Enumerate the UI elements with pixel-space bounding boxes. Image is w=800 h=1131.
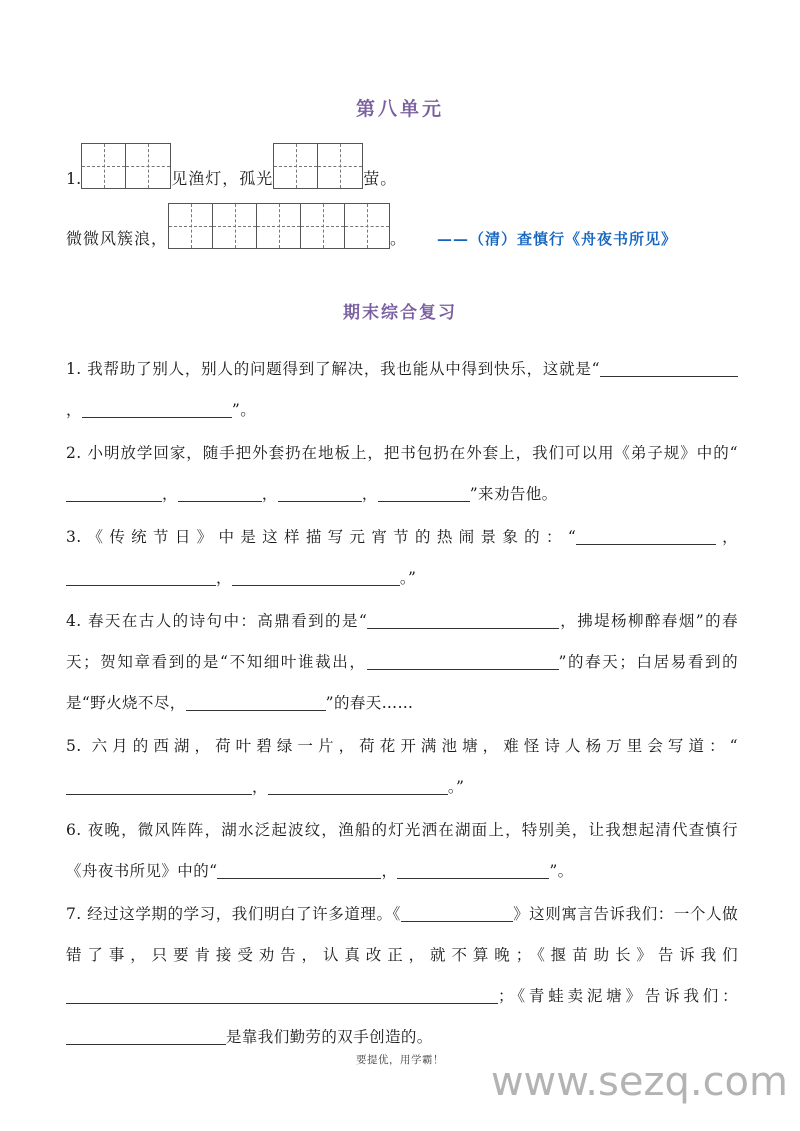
tianzige-cell[interactable]	[169, 204, 213, 248]
question-text: 》这则寓言告诉我们：一个人做错了事，只要肯接受劝告，认真改正，就不算晚；《揠苗助长》告诉我们	[66, 905, 738, 965]
tianzige-cell[interactable]	[213, 204, 257, 248]
poem-item-number: 1.	[66, 168, 82, 188]
question-q5	[66, 726, 738, 808]
question-text: 是靠我们勤劳的双手创造的。	[226, 1028, 433, 1047]
question-text: ”的春天；白居易看到的是“野火烧不尽，	[66, 653, 738, 713]
question-text: ；《青蛙卖泥塘》告诉我们：	[498, 987, 738, 1006]
tianzige-cell[interactable]	[257, 204, 301, 248]
site-watermark: www.sezq.com	[490, 1059, 788, 1105]
question-q3	[66, 517, 738, 599]
question-q4	[66, 601, 738, 724]
answer-blank[interactable]	[378, 486, 470, 502]
question-q6	[66, 810, 738, 892]
section-title: 期末综合复习	[343, 302, 457, 323]
question-text: ，	[216, 569, 232, 588]
answer-blank[interactable]	[66, 779, 252, 795]
tianzige-cell[interactable]	[318, 144, 362, 188]
answer-blank[interactable]	[232, 570, 400, 586]
question-q7	[66, 894, 738, 1058]
answer-blank[interactable]	[66, 570, 216, 586]
tianzige-cell[interactable]	[82, 144, 126, 188]
answer-blank[interactable]	[66, 988, 498, 1004]
questions-list	[0, 349, 800, 1058]
question-text: ”的春天……	[325, 694, 414, 713]
answer-blank[interactable]	[178, 486, 262, 502]
question-text: ，	[381, 862, 398, 881]
answer-blank[interactable]	[82, 402, 232, 418]
question-text: ，	[162, 485, 178, 504]
answer-blank[interactable]	[186, 695, 326, 711]
question-text: 7. 经过这学期的学习，我们明白了许多道理。《	[66, 905, 401, 924]
poem-line1-mid-text: 见渔灯，孤光	[171, 168, 274, 188]
tianzige-grid-1[interactable]	[81, 143, 171, 189]
answer-blank[interactable]	[367, 613, 559, 629]
question-text: ”。	[549, 862, 574, 881]
question-text: 。”	[399, 569, 417, 588]
answer-blank[interactable]	[576, 529, 716, 545]
question-text: ，	[66, 401, 82, 420]
tianzige-grid-2[interactable]	[273, 143, 363, 189]
answer-blank[interactable]	[66, 486, 162, 502]
tianzige-grid-3[interactable]	[168, 203, 390, 249]
answer-blank[interactable]	[278, 486, 362, 502]
question-text: 4. 春天在古人的诗句中：高鼎看到的是“	[66, 612, 368, 631]
question-q2	[66, 433, 738, 515]
poem-line1-end-text: 萤。	[363, 168, 398, 188]
question-text: 1. 我帮助了别人，别人的问题得到了解决，我也能从中得到快乐，这就是“	[66, 360, 600, 379]
poem-block	[0, 143, 800, 249]
question-text: 6. 夜晚，微风阵阵，湖水泛起波纹，渔船的灯光洒在湖面上，特别美，让我想起清代查慎行《舟夜书所见》中的“	[66, 821, 738, 881]
question-text: ，	[261, 485, 278, 504]
question-text: 3.《传统节日》中是这样描写元宵节的热闹景象的：“	[66, 528, 577, 547]
question-q1	[66, 349, 738, 431]
question-text: ”。	[231, 401, 257, 420]
question-text: ”来劝告他。	[469, 485, 558, 504]
answer-blank[interactable]	[397, 863, 549, 879]
question-text: ，拂堤杨柳醉春烟”的春天；贺知章看到的是“不知细叶谁裁出，	[66, 612, 738, 672]
question-text: 2. 小明放学回家，随手把外套扔在地板上，把书包扔在外套上，我们可以用《弟子规》中的“	[66, 444, 738, 463]
question-text: ，	[361, 485, 378, 504]
answer-blank[interactable]	[217, 863, 381, 879]
poem-attribution: ——（清）查慎行《舟夜书所见》	[437, 229, 678, 248]
tianzige-cell[interactable]	[126, 144, 170, 188]
question-text: ，	[716, 528, 739, 547]
tianzige-cell[interactable]	[345, 204, 389, 248]
poem-line-1	[66, 143, 760, 189]
poem-line2-end-text: 。	[390, 228, 408, 248]
answer-blank[interactable]	[367, 654, 559, 670]
answer-blank[interactable]	[66, 1029, 226, 1045]
poem-line2-lead-text: 微微风簇浪，	[66, 228, 169, 248]
question-text: 5. 六月的西湖，荷叶碧绿一片，荷花开满池塘，难怪诗人杨万里会写道：“	[66, 737, 738, 756]
tianzige-cell[interactable]	[301, 204, 345, 248]
poem-line-2	[66, 203, 760, 249]
answer-blank[interactable]	[600, 361, 738, 377]
tianzige-cell[interactable]	[274, 144, 318, 188]
footer-note: 要提优，用学霸！	[356, 1054, 444, 1066]
question-text: 。”	[447, 778, 465, 797]
answer-blank[interactable]	[401, 906, 513, 922]
unit-title: 第八单元	[355, 98, 444, 120]
answer-blank[interactable]	[268, 779, 448, 795]
question-text: ，	[252, 778, 268, 797]
